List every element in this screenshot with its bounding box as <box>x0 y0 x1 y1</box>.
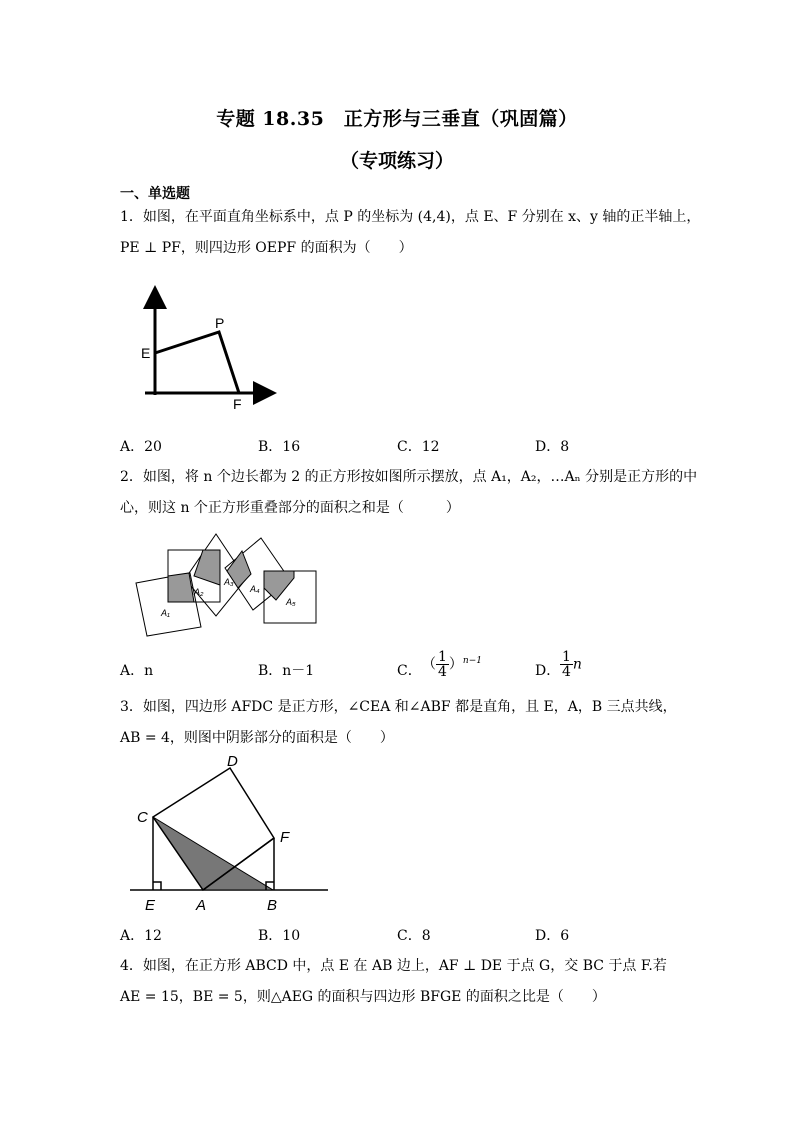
label-e: E <box>145 897 156 914</box>
label-e: E <box>141 345 151 361</box>
q3-option-c: C．8 <box>397 928 431 944</box>
q2-option-a: A．n <box>120 663 154 679</box>
quadrilateral-edges <box>155 332 239 393</box>
q2-option-c: C． <box>397 663 422 679</box>
question-2-figure <box>130 528 330 638</box>
label-p: P <box>215 315 225 331</box>
q1-option-d: D．8 <box>535 439 570 455</box>
page-subtitle: （专项练习） <box>339 150 454 172</box>
label-a: A <box>196 897 207 914</box>
question-2-line1: 2．如图，将 n 个边长都为 2 的正方形按如图所示摆放，点 A₁，A₂，…Aₙ 分别是正方形的中 <box>120 469 698 485</box>
label-a2: A₂ <box>194 587 204 597</box>
label-a1: A₁ <box>161 608 170 618</box>
label-c: C <box>137 809 148 826</box>
q2-option-c-expr: （ $\frac{1}{4}$ ）$^{n-1}$ <box>422 649 482 680</box>
question-4-line1: 4．如图，在正方形 ABCD 中，点 E 在 AB 边上，AF ⊥ DE 于点 G，交 BC 于点 F.若 <box>120 958 667 974</box>
overlap-2 <box>194 550 220 585</box>
shaded-triangle <box>153 817 273 890</box>
q2-option-b: B．n－1 <box>258 663 315 679</box>
question-4-line2: AE = 15，BE = 5，则△AEG 的面积与四边形 BFGE 的面积之比是（ ） <box>120 989 606 1005</box>
q2-option-d-expr: $\frac{1}{4}$ n <box>562 649 582 680</box>
q1-option-a: A．20 <box>120 439 162 455</box>
label-a3: A₃ <box>224 577 234 587</box>
question-2-line2: 心，则这 n 个正方形重叠部分的面积之和是（ ） <box>120 500 460 516</box>
label-f: F <box>280 829 290 846</box>
question-1-figure <box>135 285 285 415</box>
right-angle-e <box>153 882 161 890</box>
question-1-line2: PE ⊥ PF，则四边形 OEPF 的面积为（ ） <box>120 240 413 256</box>
label-f: F <box>233 396 242 412</box>
label-d: D <box>227 753 238 770</box>
section-heading: 一、单选题 <box>120 186 190 202</box>
overlap-1 <box>168 573 194 602</box>
question-3-line2: AB = 4，则图中阴影部分的面积是（ ） <box>120 730 394 746</box>
q3-option-a: A．12 <box>120 928 162 944</box>
label-a5: A₅ <box>286 597 296 607</box>
q3-option-b: B．10 <box>258 928 301 944</box>
fraction: $\frac{1}{4}$ <box>438 649 447 680</box>
q3-option-d: D．6 <box>535 928 570 944</box>
label-b: B <box>267 897 278 914</box>
question-1-line1: 1．如图，在平面直角坐标系中，点 P 的坐标为 (4,4)，点 E、F 分别在 x、y 轴的正半轴上， <box>120 209 701 225</box>
q1-option-b: B．16 <box>258 439 301 455</box>
fraction: $\frac{1}{4}$ <box>562 649 571 680</box>
q2-option-d: D． <box>535 663 561 679</box>
question-3-line1: 3．如图，四边形 AFDC 是正方形，∠CEA 和∠ABF 都是直角，且 E，A，B 三点共线， <box>120 699 677 715</box>
overlap-4 <box>264 571 294 600</box>
question-3-figure <box>125 752 335 917</box>
page-title: 专题 18.35 正方形与三垂直（巩固篇） <box>216 108 578 130</box>
q1-option-c: C．12 <box>397 439 440 455</box>
label-a4: A₄ <box>250 584 260 594</box>
